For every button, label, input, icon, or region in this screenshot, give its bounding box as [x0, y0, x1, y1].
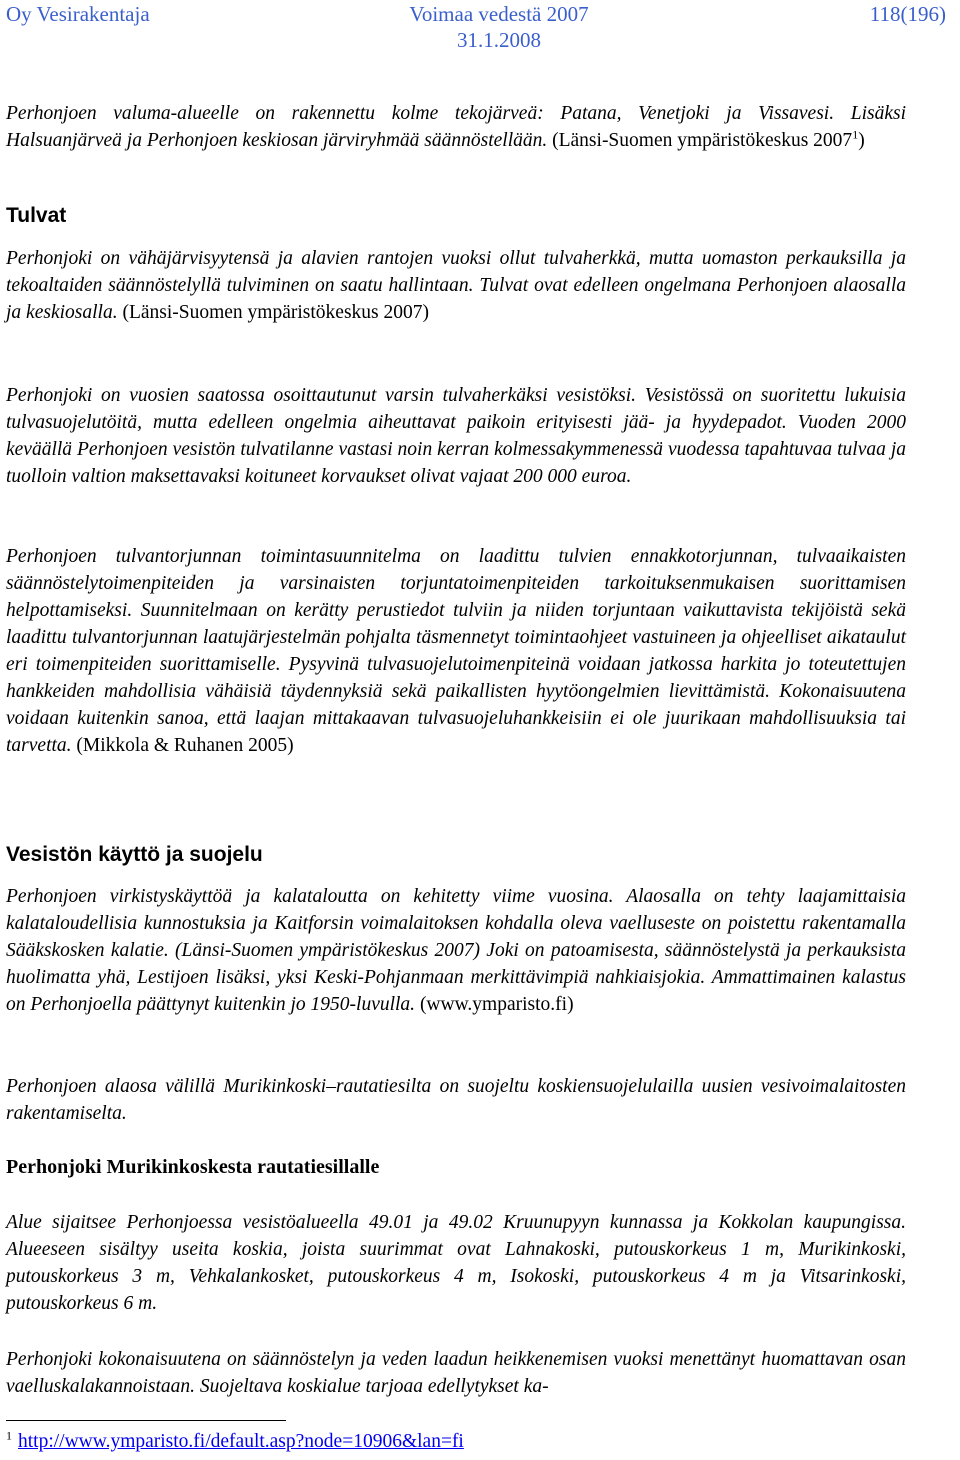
intro-source: (Länsi-Suomen ympäristökeskus 2007: [552, 130, 853, 151]
section-tulvat: [6, 203, 906, 229]
tulvat-paragraph-2: [6, 382, 906, 490]
section-murikinkoski: [6, 1154, 906, 1180]
header-title-line1: Voimaa vedestä 2007: [409, 2, 589, 26]
tulvat-p3-source: (Mikkola & Ruhanen 2005): [71, 735, 294, 756]
header-title: [384, 1, 614, 53]
footnote: [6, 1429, 464, 1455]
header-date: 31.1.2008: [457, 28, 541, 52]
tulvat-p3-text: Perhonjoen tulvantorjunnan toimintasuunnitelma on laadittu tulvien ennakkotorjunnan, tulvaaikaisten säännöstelytoimenpiteiden ja varsinaisten torjuntatoimenpiteiden tarkoituksenmukaisen suorittamisen helpottamiseksi. Suunnitelmaan on kerätty perustiedot tulviin ja niiden torjuntaan vaikuttavista tekijöistä sekä laadittu tulvantorjunnan laatujärjestelmän pohjalta täsmennetyt toimintaohjeet vastuineen ja ohjeelliset aikataulut eri toimenpiteiden suorittamiselle. Pysyvinä tulvasuojelutoimenpiteinä voidaan jatkossa harkita jo toteutettujen hankkeiden mahdollisia vähäisiä täydennyksiä sekä paikallisten hyytöongelmien lievittämistä. Kokonaisuutena voidaan kuitenkin sanoa, että laajan mittakaavan tulvasuojeluhankkeisiin ei ole juurikaan mahdollisuuksia tai tarvetta.: [6, 546, 906, 756]
kaytto-paragraph-2: [6, 1073, 906, 1127]
intro-footnote-ref: 1: [852, 127, 859, 142]
header-company: Oy Vesirakentaja: [6, 2, 150, 26]
section-kaytto: [6, 842, 906, 868]
footnote-number: 1: [6, 1428, 12, 1443]
section-heading-tulvat: Tulvat: [6, 204, 67, 227]
murikinkoski-p2-text: Perhonjoki kokonaisuutena on säännöstelyn ja veden laadun heikkenemisen vuoksi menettänyt huomattavan osan vaelluskalakannoistaan. Suojeltava koskialue tarjoaa edellytykset ka-: [6, 1349, 906, 1397]
footnote-separator: [6, 1420, 286, 1421]
tulvat-p1-source: (Länsi-Suomen ympäristökeskus 2007): [117, 302, 429, 323]
kaytto-p1-source: (www.ymparisto.fi): [415, 994, 574, 1015]
intro-paragraph: [6, 100, 906, 154]
intro-text: Perhonjoen valuma-alueelle on rakennettu kolme tekojärveä: Patana, Venetjoki ja Vissavesi. Lisäksi Halsuanjärveä ja Perhonjoen keskiosan järviryhmää säännöstellään.: [6, 103, 906, 151]
section-heading-kaytto: Vesistön käyttö ja suojelu: [6, 843, 263, 866]
murikinkoski-p1-text: Alue sijaitsee Perhonjoessa vesistöalueella 49.01 ja 49.02 Kruunupyyn kunnassa ja Kokkolan kaupungissa. Alueeseen sisältyy useita koskia, joista suurimmat ovat Lahnakoski, putouskorkeus 1 m, Murikinkoski, putouskorkeus 3 m, Vehkalankosket, putouskorkeus 4 m, Isokoski, putouskorkeus 4 m ja Vitsarinkoski, putouskorkeus 6 m.: [6, 1212, 906, 1314]
footnote-link[interactable]: http://www.ymparisto.fi/default.asp?node=10906&lan=fi: [18, 1431, 464, 1452]
murikinkoski-paragraph-1: [6, 1209, 906, 1317]
header-page-number: 118(196): [869, 2, 946, 26]
intro-source-close: ): [858, 130, 865, 151]
tulvat-p1-text: Perhonjoki on vähäjärvisyytensä ja alavien rantojen vuoksi ollut tulvaherkkä, mutta uomaston perkauksilla ja tekoaltaiden säännöstelyllä tulviminen on saatu hallintaan. Tulvat ovat edelleen ongelmana Perhonjoen alaosalla ja keskiosalla.: [6, 248, 906, 323]
tulvat-paragraph-3: [6, 543, 906, 759]
tulvat-paragraph-1: [6, 245, 906, 326]
tulvat-p2-text: Perhonjoki on vuosien saatossa osoittautunut varsin tulvaherkäksi vesistöksi. Vesistössä on suoritettu lukuisia tulvasuojelutöitä, mutta edelleen ongelmia aiheuttavat paikoin erityisesti jää- ja hyydepadot. Vuoden 2000 keväällä Perhonjoen vesistön tulvatilanne vastasi noin kerran kolmessakymmenessä vuodessa tapahtuvaa tulvaa ja tuolloin valtion maksettavaksi koituneet korvaukset olivat vajaat 200 000 euroa.: [6, 385, 906, 487]
section-heading-murikinkoski: Perhonjoki Murikinkoskesta rautatiesillalle: [6, 1156, 380, 1178]
kaytto-paragraph-1: [6, 883, 906, 1018]
kaytto-p1-text: Perhonjoen virkistyskäyttöä ja kalataloutta on kehitetty viime vuosina. Alaosalla on tehty laajamittaisia kalataloudellisia kunnostuksia ja Kaitforsin voimalaitoksen kohdalla oleva vaelluseste on poistettu rakentamalla Sääkskosken kalatie. (Länsi-Suomen ympäristökeskus 2007) Joki on patoamisesta, säännöstelystä ja perkauksista huolimatta yhä, Lestijoen lisäksi, yksi Keski-Pohjanmaan merkittävimpiä nahkiaisjokia. Ammattimainen kalastus on Perhonjoella päättynyt kuitenkin jo 1950-luvulla.: [6, 886, 906, 1015]
murikinkoski-paragraph-2: [6, 1346, 906, 1400]
kaytto-p2-text: Perhonjoen alaosa välillä Murikinkoski–rautatiesilta on suojeltu koskiensuojelulailla uusien vesivoimalaitosten rakentamiselta.: [6, 1076, 906, 1124]
